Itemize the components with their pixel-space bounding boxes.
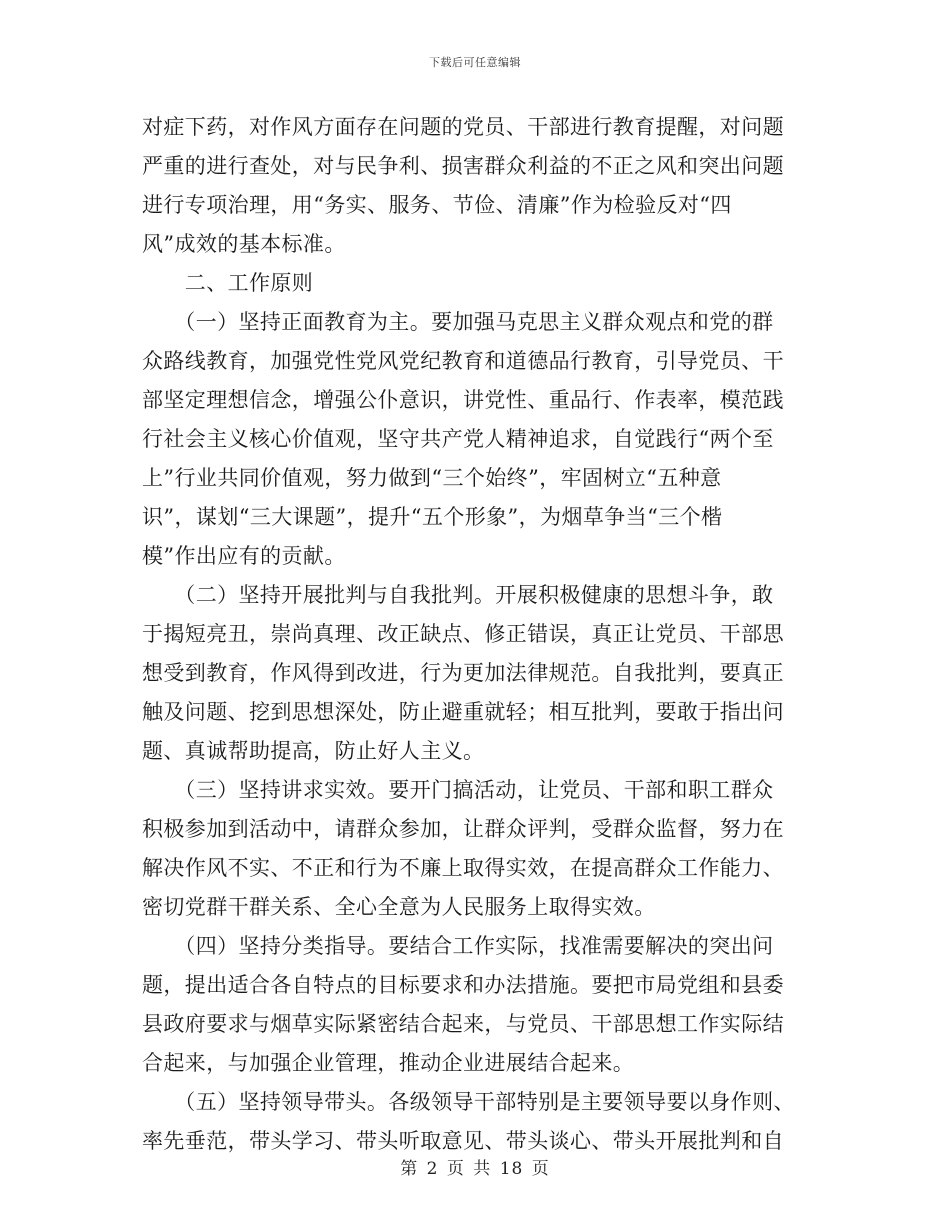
text-line: 行社会主义核心价值观，坚守共产党人精神追求，自觉践行“两个至 — [142, 427, 774, 451]
text-line: （三）坚持讲求实效。要开门搞活动，让党员、干部和职工群众 — [142, 778, 774, 802]
text-line: 上”行业共同价值观，努力做到“三个始终”，牢固树立“五种意 — [142, 466, 722, 490]
text-line: 题、真诚帮助提高，防止好人主义。 — [142, 739, 485, 763]
page-number-footer: 第 2 页 共 18 页 — [400, 1159, 550, 1179]
text-line: （四）坚持分类指导。要结合工作实际，找准需要解决的突出问 — [142, 934, 774, 958]
text-line: 众路线教育，加强党性党风党纪教育和道德品行教育，引导党员、干 — [142, 349, 784, 373]
text-line: 题，提出适合各自特点的目标要求和办法措施。要把市局党组和县委 — [142, 973, 784, 997]
text-line: 触及问题、挖到思想深处，防止避重就轻；相互批判，要敢于指出问 — [142, 700, 784, 724]
text-line: 严重的进行查处，对与民争利、损害群众利益的不正之风和突出问题 — [142, 154, 784, 178]
text-line: （一）坚持正面教育为主。要加强马克思主义群众观点和党的群 — [142, 310, 774, 334]
text-line: 积极参加到活动中，请群众参加，让群众评判，受群众监督，努力在 — [142, 817, 784, 841]
document-body — [142, 108, 802, 1161]
text-line: 对症下药，对作风方面存在问题的党员、干部进行教育提醒，对问题 — [142, 115, 784, 139]
text-line: 合起来，与加强企业管理，推动企业进展结合起来。 — [142, 1051, 635, 1075]
text-line: 县政府要求与烟草实际紧密结合起来，与党员、干部思想工作实际结 — [142, 1012, 784, 1036]
text-line: （五）坚持领导带头。各级领导干部特别是主要领导要以身作则、 — [142, 1090, 795, 1114]
text-line: 想受到教育，作风得到改进，行为更加法律规范。自我批判，要真正 — [142, 661, 784, 685]
text-line: 于揭短亮丑，崇尚真理、改正缺点、修正错误，真正让党员、干部思 — [142, 622, 784, 646]
text-line: （二）坚持开展批判与自我批判。开展积极健康的思想斗争，敢 — [142, 583, 774, 607]
text-line: 模”作出应有的贡献。 — [142, 544, 346, 568]
text-line: 识”，谋划“三大课题”，提升“五个形象”，为烟草争当“三个楷 — [142, 505, 723, 529]
text-line: 率先垂范，带头学习、带头听取意见、带头谈心、带头开展批判和自 — [142, 1129, 784, 1153]
text-line: 密切党群干群关系、全心全意为人民服务上取得实效。 — [142, 895, 656, 919]
section-heading: 二、工作原则 — [142, 271, 314, 295]
page-header-note: 下载后可任意编辑 — [429, 56, 521, 69]
text-line: 进行专项治理，用“务实、服务、节俭、清廉”作为检验反对“四 — [142, 193, 732, 217]
text-line: 解决作风不实、不正和行为不廉上取得实效，在提高群众工作能力、 — [142, 856, 784, 880]
text-line: 部坚定理想信念，增强公仆意识，讲党性、重品行、作表率，模范践 — [142, 388, 784, 412]
text-line: 风”成效的基本标准。 — [142, 232, 346, 256]
